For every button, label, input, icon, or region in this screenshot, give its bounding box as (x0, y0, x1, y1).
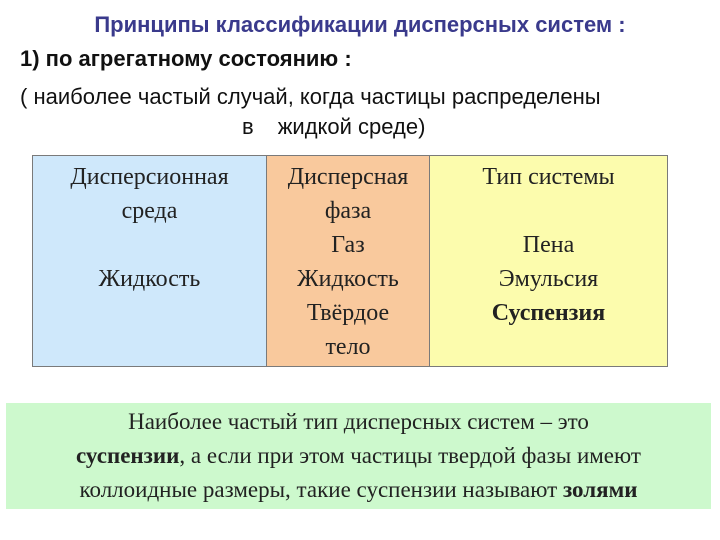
slide-note (20, 82, 700, 142)
cell-value: Эмульсия (498, 266, 599, 292)
summary-line-3 (6, 473, 711, 507)
note-line-2-prep: в (242, 114, 254, 139)
summary-line-1: Наиболее частый тип дисперсных систем – это (128, 409, 589, 434)
summary-line-2 (6, 439, 711, 473)
cell-value: Жидкость (297, 266, 399, 292)
column-header-line: среда (121, 198, 178, 224)
column-header-line: Тип системы (482, 164, 615, 190)
classification-table (32, 155, 668, 367)
column-system-type (429, 156, 667, 366)
slide-title: Принципы классификации дисперсных систем : (94, 12, 626, 37)
cell-value-highlight: Суспензия (491, 300, 606, 326)
slide-subtitle: 1) по агрегатному состоянию : (20, 46, 352, 71)
summary-term-suspensions: суспензии (76, 443, 180, 468)
cell-value: тело (325, 334, 371, 360)
column-header-line: Дисперсионная (70, 164, 229, 190)
column-header-line: фаза (324, 198, 372, 224)
column-dispersed-phase (266, 156, 429, 366)
cell-value: Газ (331, 232, 365, 258)
summary-term-sols: золями (562, 477, 638, 502)
note-line-2 (20, 112, 700, 142)
cell-value: Жидкость (98, 266, 201, 292)
column-header-line: Дисперсная (287, 164, 409, 190)
summary-line-3-text: коллоидные размеры, такие суспензии называют (79, 477, 563, 502)
cell-value: Пена (522, 232, 575, 258)
note-line-1: ( наиболее частый случай, когда частицы распределены (20, 84, 601, 109)
cell-value: Твёрдое (306, 300, 390, 326)
column-dispersion-medium (33, 156, 266, 366)
summary-box (6, 403, 711, 509)
summary-line-2-text: , а если при этом частицы твердой фазы имеют (179, 443, 641, 468)
note-line-2-text: жидкой среде) (277, 114, 426, 139)
